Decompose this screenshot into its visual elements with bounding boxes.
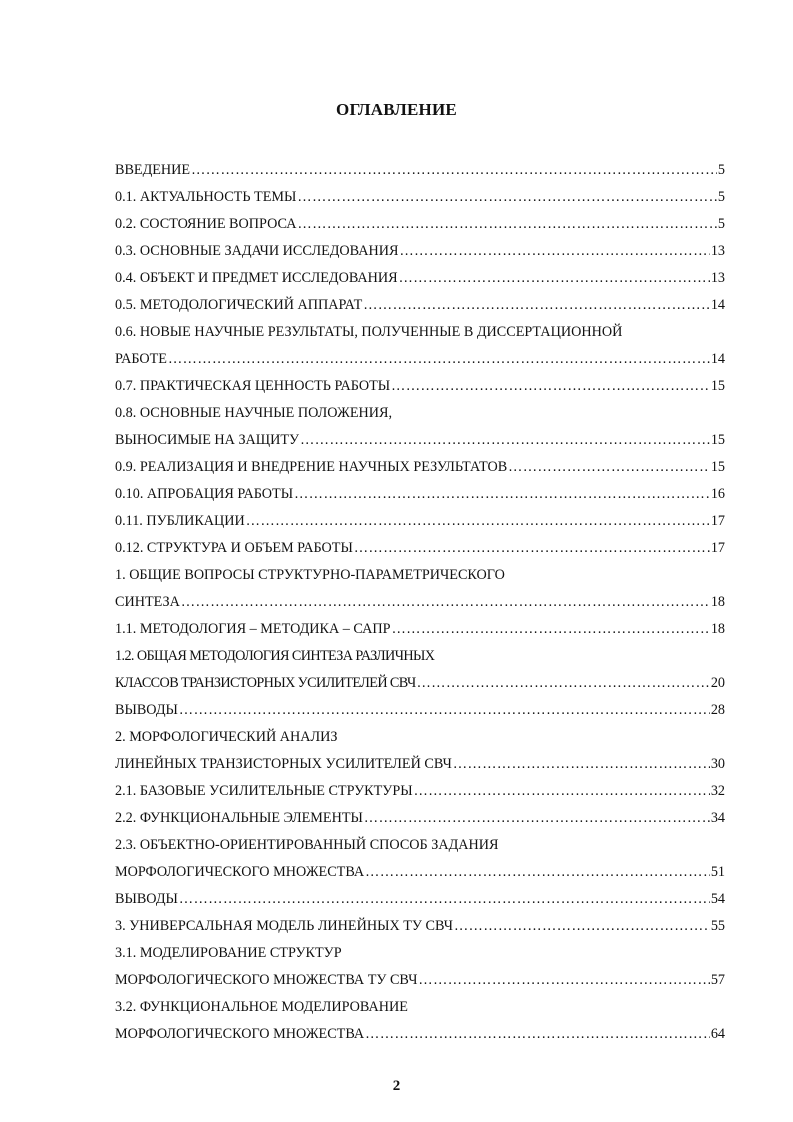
toc-entry-text: 1.1. МЕТОДОЛОГИЯ – МЕТОДИКА – САПР <box>115 621 391 637</box>
toc-entry-page: 34 <box>710 810 725 826</box>
toc-entry-page: 18 <box>710 594 725 610</box>
toc-entry-text: 3. УНИВЕРСАЛЬНАЯ МОДЕЛЬ ЛИНЕЙНЫХ ТУ СВЧ <box>115 918 453 934</box>
toc-entry-page: 32 <box>710 783 725 799</box>
toc-entry-page: 5 <box>717 162 725 178</box>
dot-leader <box>365 859 710 886</box>
toc-entry <box>115 859 725 886</box>
toc-entry-text: 0.10. АПРОБАЦИЯ РАБОТЫ <box>115 486 294 502</box>
toc-entry-page: 15 <box>710 432 725 448</box>
dot-leader <box>453 751 710 778</box>
toc-entry <box>115 805 725 832</box>
toc-entry-page: 14 <box>710 297 725 313</box>
toc-entry-text: СИНТЕЗА <box>115 594 180 610</box>
toc-entry-page: 64 <box>710 1026 725 1042</box>
toc-entry-text: 0.9. РЕАЛИЗАЦИЯ И ВНЕДРЕНИЕ НАУЧНЫХ РЕЗУЛЬТАТОВ <box>115 459 508 475</box>
toc-entry-first-line <box>115 319 725 346</box>
toc-entry-page: 54 <box>710 891 725 907</box>
toc-entry-text: 0.3. ОСНОВНЫЕ ЗАДАЧИ ИССЛЕДОВАНИЯ <box>115 243 399 259</box>
toc-entry-first-line <box>115 940 725 967</box>
toc-entry <box>115 967 725 994</box>
toc-entry-page: 55 <box>710 918 725 934</box>
toc-entry-text: РАБОТЕ <box>115 351 167 367</box>
toc-entry-text: 2.3. ОБЪЕКТНО-ОРИЕНТИРОВАННЫЙ СПОСОБ ЗАДАНИЯ <box>115 837 499 853</box>
toc-entry-page: 57 <box>710 972 725 988</box>
toc-entry-text: 0.4. ОБЪЕКТ И ПРЕДМЕТ ИССЛЕДОВАНИЯ <box>115 270 398 286</box>
toc-entry-page: 15 <box>710 459 725 475</box>
toc-entry-text: МОРФОЛОГИЧЕСКОГО МНОЖЕСТВА <box>115 1026 365 1042</box>
dot-leader <box>246 508 710 535</box>
dot-leader <box>417 670 710 697</box>
toc-entry-text: МОРФОЛОГИЧЕСКОГО МНОЖЕСТВА <box>115 864 365 880</box>
toc-entry <box>115 616 725 643</box>
toc-entry-text: КЛАССОВ ТРАНЗИСТОРНЫХ УСИЛИТЕЛЕЙ СВЧ <box>115 675 416 691</box>
dot-leader <box>179 697 710 724</box>
toc-entry-text: 0.8. ОСНОВНЫЕ НАУЧНЫЕ ПОЛОЖЕНИЯ, <box>115 405 393 421</box>
toc-entry-text: ВЫВОДЫ <box>115 891 178 907</box>
toc-entry-text: 0.11. ПУБЛИКАЦИИ <box>115 513 245 529</box>
dot-leader <box>391 373 710 400</box>
toc-entry-first-line <box>115 562 725 589</box>
dot-leader <box>364 805 710 832</box>
toc-entry <box>115 535 725 562</box>
page-number: 2 <box>392 1078 401 1094</box>
toc-entry-page: 30 <box>710 756 725 772</box>
toc-entry-page: 18 <box>710 621 725 637</box>
dot-leader <box>365 1021 710 1048</box>
dot-leader <box>399 265 710 292</box>
toc-entry <box>115 1021 725 1048</box>
toc-entry <box>115 292 725 319</box>
toc-entry <box>115 454 725 481</box>
table-of-contents <box>115 157 725 1048</box>
toc-entry <box>115 670 725 697</box>
toc-entry-text: 0.12. СТРУКТУРА И ОБЪЕМ РАБОТЫ <box>115 540 353 556</box>
toc-entry <box>115 211 725 238</box>
dot-leader <box>414 778 710 805</box>
toc-entry-text: ВЫНОСИМЫЕ НА ЗАЩИТУ <box>115 432 300 448</box>
toc-entry-page: 5 <box>717 216 725 232</box>
dot-leader <box>392 616 710 643</box>
toc-entry-first-line <box>115 724 725 751</box>
toc-entry-text: 0.1. АКТУАЛЬНОСТЬ ТЕМЫ <box>115 189 297 205</box>
toc-entry-page: 13 <box>710 243 725 259</box>
toc-entry-page: 51 <box>710 864 725 880</box>
toc-entry-text: 0.7. ПРАКТИЧЕСКАЯ ЦЕННОСТЬ РАБОТЫ <box>115 378 391 394</box>
toc-entry-first-line <box>115 400 725 427</box>
toc-entry-page: 5 <box>717 189 725 205</box>
toc-entry-text: 3.1. МОДЕЛИРОВАНИЕ СТРУКТУР <box>115 945 342 961</box>
toc-entry <box>115 697 725 724</box>
toc-entry-text: 2. МОРФОЛОГИЧЕСКИЙ АНАЛИЗ <box>115 729 338 745</box>
toc-entry-text: 1. ОБЩИЕ ВОПРОСЫ СТРУКТУРНО-ПАРАМЕТРИЧЕСКОГО <box>115 567 505 583</box>
dot-leader <box>191 157 717 184</box>
toc-entry <box>115 508 725 535</box>
dot-leader <box>354 535 710 562</box>
dot-leader <box>399 238 709 265</box>
toc-entry-page: 28 <box>710 702 725 718</box>
toc-entry-page: 17 <box>710 513 725 529</box>
toc-entry-first-line <box>115 994 725 1021</box>
dot-leader <box>297 184 717 211</box>
toc-entry <box>115 751 725 778</box>
toc-entry-first-line <box>115 832 725 859</box>
dot-leader <box>454 913 710 940</box>
toc-entry <box>115 373 725 400</box>
toc-entry-text: 2.1. БАЗОВЫЕ УСИЛИТЕЛЬНЫЕ СТРУКТУРЫ <box>115 783 413 799</box>
page-title: ОГЛАВЛЕНИЕ <box>336 100 457 119</box>
toc-entry-text: МОРФОЛОГИЧЕСКОГО МНОЖЕСТВА ТУ СВЧ <box>115 972 418 988</box>
toc-entry <box>115 157 725 184</box>
toc-entry-page: 20 <box>710 675 725 691</box>
dot-leader <box>418 967 709 994</box>
toc-entry-text: 3.2. ФУНКЦИОНАЛЬНОЕ МОДЕЛИРОВАНИЕ <box>115 999 408 1015</box>
toc-entry-text: 0.6. НОВЫЕ НАУЧНЫЕ РЕЗУЛЬТАТЫ, ПОЛУЧЕННЫЕ В ДИССЕРТАЦИОННОЙ <box>115 324 623 340</box>
toc-entry-text: ЛИНЕЙНЫХ ТРАНЗИСТОРНЫХ УСИЛИТЕЛЕЙ СВЧ <box>115 756 452 772</box>
toc-entry <box>115 778 725 805</box>
dot-leader <box>300 427 710 454</box>
toc-entry <box>115 184 725 211</box>
toc-entry-text: 0.5. МЕТОДОЛОГИЧЕСКИЙ АППАРАТ <box>115 297 363 313</box>
toc-entry-text: 0.2. СОСТОЯНИЕ ВОПРОСА <box>115 216 297 232</box>
toc-entry-page: 17 <box>710 540 725 556</box>
toc-entry <box>115 346 725 373</box>
dot-leader <box>294 481 710 508</box>
toc-entry <box>115 427 725 454</box>
toc-entry-text: 2.2. ФУНКЦИОНАЛЬНЫЕ ЭЛЕМЕНТЫ <box>115 810 363 826</box>
dot-leader <box>181 589 710 616</box>
toc-entry <box>115 589 725 616</box>
toc-entry-text: ВЫВОДЫ <box>115 702 178 718</box>
toc-entry-text: 1.2. ОБЩАЯ МЕТОДОЛОГИЯ СИНТЕЗА РАЗЛИЧНЫХ <box>115 648 435 664</box>
dot-leader <box>508 454 710 481</box>
toc-entry-text: ВВЕДЕНИЕ <box>115 162 191 178</box>
dot-leader <box>179 886 710 913</box>
dot-leader <box>298 211 717 238</box>
toc-entry-page: 15 <box>710 378 725 394</box>
toc-entry-page: 14 <box>710 351 725 367</box>
toc-entry <box>115 886 725 913</box>
toc-entry <box>115 481 725 508</box>
toc-entry <box>115 238 725 265</box>
toc-entry-page: 13 <box>710 270 725 286</box>
dot-leader <box>168 346 710 373</box>
toc-entry-page: 16 <box>710 486 725 502</box>
toc-entry-first-line <box>115 643 725 670</box>
toc-entry <box>115 913 725 940</box>
dot-leader <box>363 292 710 319</box>
toc-entry <box>115 265 725 292</box>
